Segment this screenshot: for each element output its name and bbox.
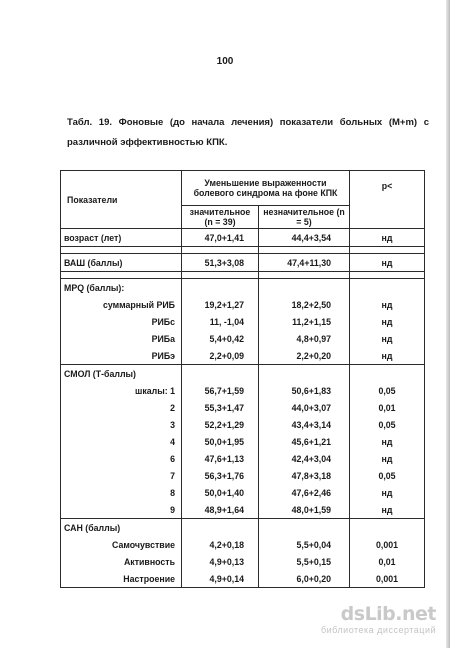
row-label: возраст (лет) <box>61 229 182 247</box>
row-label: 3 <box>61 416 182 433</box>
value-insignificant: 6,0+0,20 <box>259 570 350 588</box>
row-label: Активность <box>61 553 182 570</box>
row-label: РИБа <box>61 330 182 347</box>
value-significant: 47,6+1,13 <box>182 450 259 467</box>
header-indicators: Показатели <box>61 171 182 229</box>
row-label: Настроение <box>61 570 182 588</box>
table-row <box>61 313 425 330</box>
row-label: 4 <box>61 433 182 450</box>
row-label: ВАШ (баллы) <box>61 254 182 272</box>
row-label: шкалы: 1 <box>61 382 182 399</box>
value-insignificant: 44,0+3,07 <box>259 399 350 416</box>
value-insignificant: 2,2+0,20 <box>259 347 350 365</box>
value-significant: 55,3+1,47 <box>182 399 259 416</box>
p-value: 0,001 <box>350 536 425 553</box>
p-value: 0,05 <box>350 416 425 433</box>
table-row <box>61 296 425 313</box>
p-value: 0,001 <box>350 570 425 588</box>
table-row <box>61 570 425 588</box>
p-value: нд <box>350 296 425 313</box>
p-value: нд <box>350 501 425 519</box>
value-significant: 19,2+1,27 <box>182 296 259 313</box>
table-row <box>61 416 425 433</box>
p-value: нд <box>350 330 425 347</box>
header-significant: значительное (n = 39) <box>182 206 259 229</box>
section-row <box>61 279 425 297</box>
p-value: нд <box>350 229 425 247</box>
value-insignificant: 45,6+1,21 <box>259 433 350 450</box>
p-value: 0,05 <box>350 467 425 484</box>
section-row <box>61 519 425 537</box>
spacer-row <box>61 247 425 254</box>
p-value: 0,05 <box>350 382 425 399</box>
header-insignificant: незначительное (n = 5) <box>259 206 350 229</box>
value-significant: 11, -1,04 <box>182 313 259 330</box>
row-label: Самочувствие <box>61 536 182 553</box>
value-insignificant: 48,0+1,59 <box>259 501 350 519</box>
row-label: 9 <box>61 501 182 519</box>
header-group: Уменьшение выраженности болевого синдрома на фоне КПК <box>182 171 350 206</box>
table-row <box>61 553 425 570</box>
value-significant: 4,9+0,14 <box>182 570 259 588</box>
value-significant: 50,0+1,40 <box>182 484 259 501</box>
section-label: СМОЛ (Т-баллы) <box>61 365 182 383</box>
row-label: 2 <box>61 399 182 416</box>
section-label: САН (баллы) <box>61 519 182 537</box>
table-row <box>61 347 425 365</box>
value-insignificant: 47,6+2,46 <box>259 484 350 501</box>
value-insignificant: 5,5+0,04 <box>259 536 350 553</box>
section-row <box>61 365 425 383</box>
table-row <box>61 484 425 501</box>
spacer-row <box>61 272 425 279</box>
row-label: РИБэ <box>61 347 182 365</box>
table-row <box>61 467 425 484</box>
value-significant: 4,9+0,13 <box>182 553 259 570</box>
value-significant: 47,0+1,41 <box>182 229 259 247</box>
table-row <box>61 399 425 416</box>
watermark-subtitle: библиотека диссертаций <box>320 625 436 635</box>
value-insignificant: 47,8+3,18 <box>259 467 350 484</box>
p-value: 0,01 <box>350 553 425 570</box>
row-label: 7 <box>61 467 182 484</box>
table-row <box>61 382 425 399</box>
page-number: 100 <box>216 56 234 67</box>
value-significant: 5,4+0,42 <box>182 330 259 347</box>
p-value: нд <box>350 484 425 501</box>
table-row <box>61 229 425 247</box>
table-row <box>61 433 425 450</box>
value-significant: 2,2+0,09 <box>182 347 259 365</box>
header-p: p< <box>350 171 425 229</box>
value-insignificant: 44,4+3,54 <box>259 229 350 247</box>
p-value: нд <box>350 433 425 450</box>
value-significant: 4,2+0,18 <box>182 536 259 553</box>
row-label: суммарный РИБ <box>61 296 182 313</box>
table-row <box>61 254 425 272</box>
value-insignificant: 43,4+3,14 <box>259 416 350 433</box>
value-insignificant: 42,4+3,04 <box>259 450 350 467</box>
results-table <box>60 170 425 588</box>
row-label: 8 <box>61 484 182 501</box>
value-significant: 51,3+3,08 <box>182 254 259 272</box>
value-insignificant: 4,8+0,97 <box>259 330 350 347</box>
table-row <box>61 536 425 553</box>
value-insignificant: 11,2+1,15 <box>259 313 350 330</box>
row-label: РИБс <box>61 313 182 330</box>
value-significant: 50,0+1,95 <box>182 433 259 450</box>
p-value: нд <box>350 450 425 467</box>
row-label: 6 <box>61 450 182 467</box>
value-significant: 48,9+1,64 <box>182 501 259 519</box>
value-significant: 56,3+1,76 <box>182 467 259 484</box>
p-value: нд <box>350 347 425 365</box>
watermark <box>321 605 436 636</box>
table-caption: Табл. 19. Фоновые (до начала лечения) показатели больных (M+m) с различной эффективностью КПК. <box>67 117 429 148</box>
value-insignificant: 50,6+1,83 <box>259 382 350 399</box>
value-significant: 56,7+1,59 <box>182 382 259 399</box>
watermark-logo: dsLib.net <box>340 603 436 625</box>
p-value: 0,01 <box>350 399 425 416</box>
section-label: MPQ (баллы): <box>61 279 182 297</box>
table-row <box>61 330 425 347</box>
table-row <box>61 450 425 467</box>
value-significant: 52,2+1,29 <box>182 416 259 433</box>
value-insignificant: 18,2+2,50 <box>259 296 350 313</box>
value-insignificant: 47,4+11,30 <box>259 254 350 272</box>
p-value: нд <box>350 313 425 330</box>
table-row <box>61 501 425 519</box>
value-insignificant: 5,5+0,15 <box>259 553 350 570</box>
p-value: нд <box>350 254 425 272</box>
page-binding-edge <box>446 0 450 648</box>
